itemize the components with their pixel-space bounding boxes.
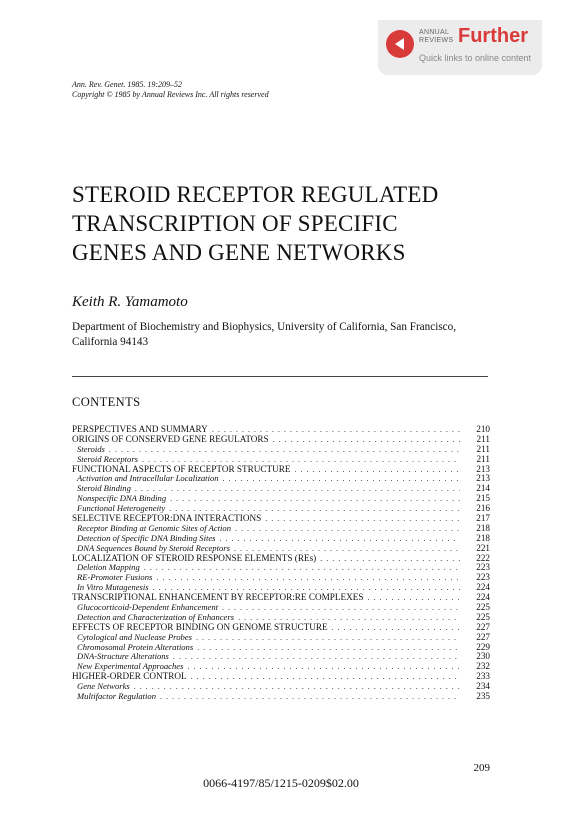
toc-title: Detection and Characterization of Enhancers (77, 611, 235, 622)
toc-page: 223 (476, 562, 490, 573)
toc-page: 235 (476, 691, 490, 702)
leader-dots (320, 554, 460, 564)
toc-title: DNA-Structure Alterations (77, 651, 169, 662)
toc-title: Steroids (77, 443, 105, 454)
toc-title: HIGHER-ORDER CONTROL (72, 671, 187, 682)
leader-dots (156, 573, 460, 583)
toc-entry[interactable] (72, 435, 490, 445)
toc-subentry[interactable] (72, 474, 490, 484)
leader-dots (170, 494, 460, 504)
toc-subentry[interactable] (72, 692, 490, 702)
citation (72, 80, 269, 100)
toc-title: In Vitro Mutagenesis (77, 582, 149, 593)
toc-title: Deletion Mapping (77, 562, 140, 573)
logo-line2: REVIEWS (419, 37, 454, 44)
affiliation: Department of Biochemistry and Biophysics, University of California, San Francisco, California 94143 (72, 321, 457, 348)
leader-dots (109, 445, 460, 455)
further-label: Further (458, 25, 528, 47)
toc-page: 224 (476, 592, 490, 603)
toc-page: 222 (476, 552, 490, 563)
leader-dots (273, 435, 460, 445)
page-number: 209 (473, 762, 490, 774)
toc-page: 213 (476, 473, 490, 484)
leader-dots (332, 623, 460, 633)
toc-page: 214 (476, 483, 490, 494)
toc-page: 217 (476, 513, 490, 524)
leader-dots (160, 692, 460, 702)
toc-title: New Experimental Approaches (77, 661, 184, 672)
toc-title: Nonspecific DNA Binding (77, 493, 167, 504)
article-title (72, 180, 512, 267)
toc-page: 218 (476, 532, 490, 543)
toc-title: Cytological and Nuclease Probes (77, 631, 192, 642)
toc-entry[interactable] (72, 672, 490, 682)
toc-page: 234 (476, 681, 490, 692)
leader-dots (222, 603, 460, 613)
leader-dots (220, 534, 460, 544)
toc-title: Glucocorticoid-Dependent Enhancement (77, 602, 219, 613)
toc-title: SELECTIVE RECEPTOR:DNA INTERACTIONS (72, 513, 262, 524)
toc-page: 211 (476, 433, 490, 444)
copyright-line: Copyright © 1985 by Annual Reviews Inc. All rights reserved (72, 90, 269, 99)
leader-dots (295, 465, 461, 475)
further-sublabel: Quick links to online content (419, 53, 532, 63)
toc-title: Steroid Binding (77, 483, 131, 494)
toc-title: Gene Networks (77, 681, 130, 692)
table-of-contents (72, 425, 490, 702)
toc-title: Chromosomal Protein Alterations (77, 641, 194, 652)
toc-title: ORIGINS OF CONSERVED GENE REGULATORS (72, 433, 269, 444)
toc-title: LOCALIZATION OF STEROID RESPONSE ELEMENTS (REs) (72, 552, 317, 563)
leader-dots (235, 524, 460, 534)
leader-dots (197, 643, 460, 653)
toc-page: 211 (476, 443, 490, 454)
leader-dots (134, 682, 460, 692)
toc-page: 213 (476, 463, 490, 474)
author: Keith R. Yamamoto (72, 294, 188, 310)
title-line: STEROID RECEPTOR REGULATED (72, 182, 439, 207)
toc-title: Functional Heterogeneity (77, 503, 166, 514)
leader-dots (144, 563, 460, 573)
title-line: GENES AND GENE NETWORKS (72, 240, 406, 265)
toc-page: 227 (476, 631, 490, 642)
further-banner[interactable] (378, 20, 542, 75)
logo-line1: ANNUAL (419, 29, 450, 36)
toc-page: 216 (476, 503, 490, 514)
toc-title: RE-Promoter Fusions (77, 572, 153, 583)
toc-page: 225 (476, 611, 490, 622)
toc-page: 215 (476, 493, 490, 504)
toc-page: 227 (476, 621, 490, 632)
toc-title: Steroid Receptors (77, 453, 139, 464)
leader-dots (191, 672, 460, 682)
toc-title: EFFECTS OF RECEPTOR BINDING ON GENOME STRUCTURE (72, 621, 328, 632)
toc-title: Receptor Binding at Genomic Sites of Action (77, 522, 232, 533)
toc-page: 233 (476, 671, 490, 682)
toc-page: 225 (476, 602, 490, 613)
leader-dots (173, 652, 460, 662)
toc-title: DNA Sequences Bound by Steroid Receptors (77, 542, 230, 553)
annual-reviews-logo (419, 29, 459, 45)
title-line: TRANSCRIPTION OF SPECIFIC (72, 211, 398, 236)
leader-dots (265, 514, 460, 524)
toc-title: Activation and Intracellular Localization (77, 473, 219, 484)
toc-page: 210 (476, 424, 490, 434)
leader-dots (196, 633, 460, 643)
toc-title: Detection of Specific DNA Binding Sites (77, 532, 216, 543)
toc-page: 223 (476, 572, 490, 583)
toc-page: 221 (476, 542, 490, 553)
toc-page: 230 (476, 651, 490, 662)
toc-page: 232 (476, 661, 490, 672)
citation-line: Ann. Rev. Genet. 1985. 19:209–52 (72, 80, 183, 89)
play-icon[interactable] (386, 30, 414, 58)
toc-page: 229 (476, 641, 490, 652)
leader-dots (187, 662, 460, 672)
leader-dots (135, 484, 460, 494)
toc-page: 218 (476, 522, 490, 533)
leader-dots (367, 593, 460, 603)
footer-code: 0066-4197/85/1215-0209$02.00 (203, 776, 359, 790)
toc-title: Multifactor Regulation (77, 691, 157, 702)
toc-page: 224 (476, 582, 490, 593)
divider (72, 376, 488, 377)
toc-page: 211 (476, 453, 490, 464)
toc-title: TRANSCRIPTIONAL ENHANCEMENT BY RECEPTOR:RE COMPLEXES (72, 592, 364, 603)
contents-heading: CONTENTS (72, 395, 141, 409)
leader-dots (223, 474, 460, 484)
toc-title: FUNCTIONAL ASPECTS OF RECEPTOR STRUCTURE (72, 463, 291, 474)
toc-title: PERSPECTIVES AND SUMMARY (72, 424, 208, 434)
